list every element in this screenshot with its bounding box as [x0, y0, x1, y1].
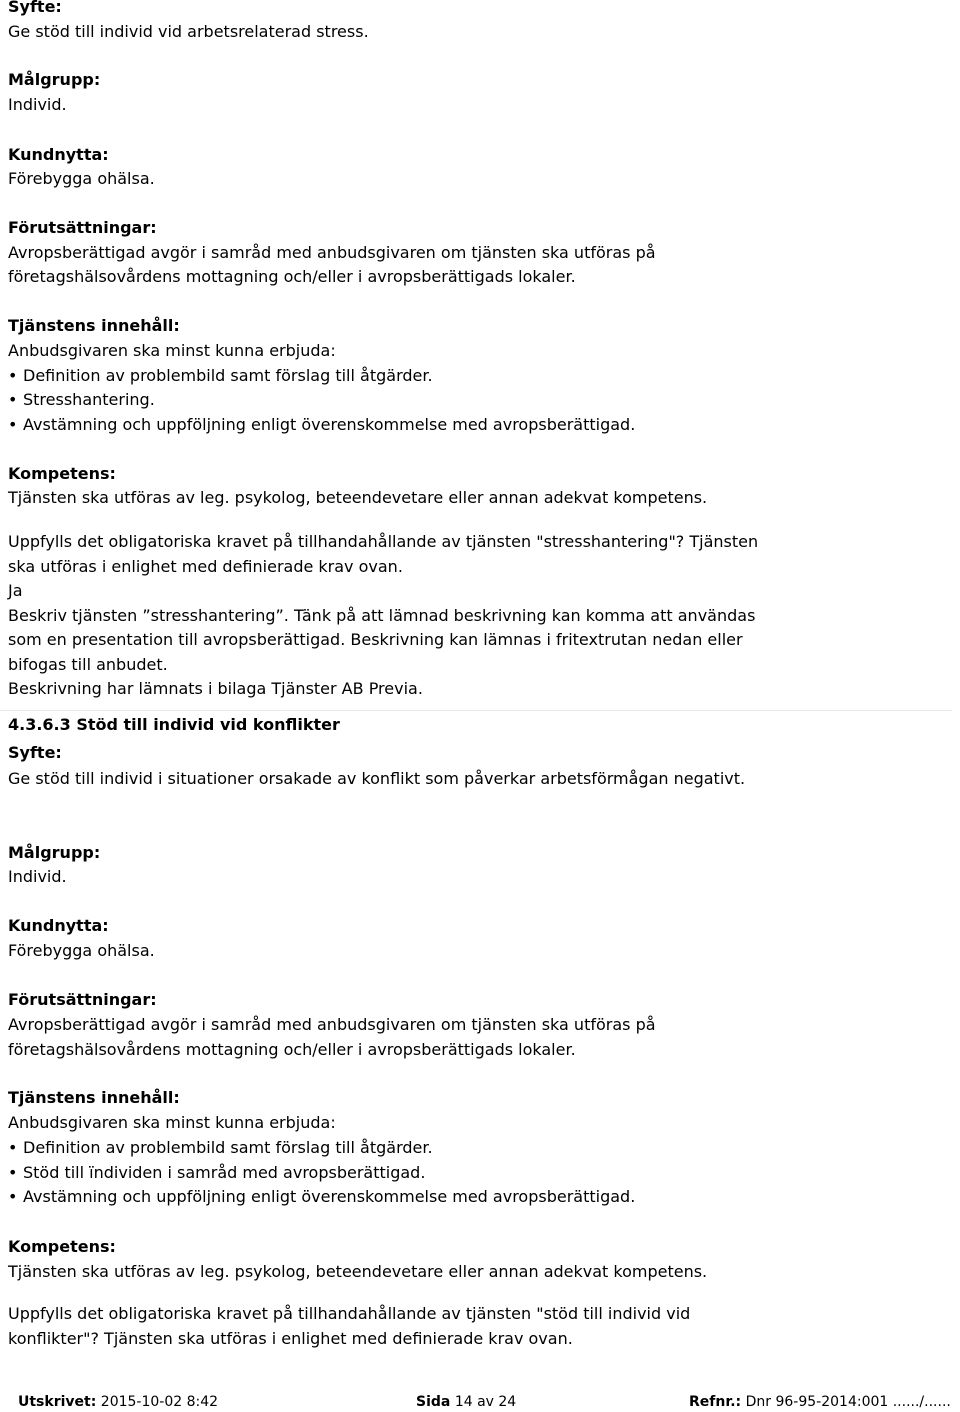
kundnytta-label: Kundnytta:	[8, 145, 109, 164]
bullet-icon: •	[8, 1163, 18, 1182]
bullet-icon: •	[8, 390, 18, 409]
requirement-answer: Ja	[8, 581, 23, 600]
list-item: • Avstämning och uppföljning enligt överenskommelse med avropsberättigad.	[8, 415, 636, 434]
requirement-question: ska utföras i enlighet med definierade krav ovan.	[8, 557, 403, 576]
kundnytta-text: Förebygga ohälsa.	[8, 169, 155, 188]
description-answer: Beskrivning har lämnats i bilaga Tjänster AB Previa.	[8, 679, 423, 698]
kompetens-label: Kompetens:	[8, 464, 116, 483]
innehall-intro: Anbudsgivaren ska minst kunna erbjuda:	[8, 341, 336, 360]
forutsattningar-text: företagshälsovårdens mottagning och/eller i avropsberättigads lokaler.	[8, 1040, 576, 1059]
bullet-icon: •	[8, 366, 18, 385]
syfte-label: Syfte:	[8, 0, 62, 16]
kompetens-text: Tjänsten ska utföras av leg. psykolog, beteendevetare eller annan adekvat kompetens.	[8, 488, 708, 507]
list-item: • Definition av problembild samt förslag till åtgärder.	[8, 366, 433, 385]
list-item: • Definition av problembild samt förslag till åtgärder.	[8, 1138, 433, 1157]
kundnytta-label: Kundnytta:	[8, 916, 109, 935]
list-item: • Stöd till ïndividen i samråd med avropsberättigad.	[8, 1163, 426, 1182]
requirement-question: konflikter"? Tjänsten ska utföras i enlighet med definierade krav ovan.	[8, 1329, 573, 1348]
section-heading: 4.3.6.3 Stöd till individ vid konflikter	[8, 715, 340, 734]
malgrupp-label: Målgrupp:	[8, 843, 101, 862]
malgrupp-label: Målgrupp:	[8, 70, 101, 89]
footer-page-number: Sida 14 av 24	[416, 1394, 517, 1410]
footer-printed: Utskrivet: 2015-10-02 8:42	[18, 1394, 219, 1410]
syfte-text: Ge stöd till individ vid arbetsrelaterad stress.	[8, 22, 369, 41]
description-prompt: som en presentation till avropsberättigad. Beskrivning kan lämnas i fritextrutan nedan eller	[8, 630, 743, 649]
description-prompt: bifogas till anbudet.	[8, 655, 168, 674]
malgrupp-text: Individ.	[8, 867, 67, 886]
kompetens-text: Tjänsten ska utföras av leg. psykolog, beteendevetare eller annan adekvat kompetens.	[8, 1262, 708, 1281]
list-item: • Stresshantering.	[8, 390, 155, 409]
innehall-intro: Anbudsgivaren ska minst kunna erbjuda:	[8, 1113, 336, 1132]
syfte-label: Syfte:	[8, 743, 62, 762]
footer-reference: Refnr.: Dnr 96-95-2014:001 ....../......	[689, 1394, 951, 1410]
innehall-label: Tjänstens innehåll:	[8, 316, 180, 335]
bullet-icon: •	[8, 1187, 18, 1206]
list-item: • Avstämning och uppföljning enligt överenskommelse med avropsberättigad.	[8, 1187, 636, 1206]
kundnytta-text: Förebygga ohälsa.	[8, 941, 155, 960]
syfte-text: Ge stöd till individ i situationer orsakade av konflikt som påverkar arbetsförmågan negativt.	[8, 769, 746, 788]
kompetens-label: Kompetens:	[8, 1237, 116, 1256]
malgrupp-text: Individ.	[8, 95, 67, 114]
forutsattningar-text: Avropsberättigad avgör i samråd med anbudsgivaren om tjänsten ska utföras på	[8, 243, 656, 262]
forutsattningar-text: företagshälsovårdens mottagning och/eller i avropsberättigads lokaler.	[8, 267, 576, 286]
description-prompt: Beskriv tjänsten ”stresshantering”. Tänk på att lämnad beskrivning kan komma att användas	[8, 606, 756, 625]
requirement-question: Uppfylls det obligatoriska kravet på tillhandahållande av tjänsten "stöd till individ vid	[8, 1304, 691, 1323]
innehall-label: Tjänstens innehåll:	[8, 1088, 180, 1107]
bullet-icon: •	[8, 1138, 18, 1157]
forutsattningar-text: Avropsberättigad avgör i samråd med anbudsgivaren om tjänsten ska utföras på	[8, 1015, 656, 1034]
bullet-icon: •	[8, 415, 18, 434]
forutsattningar-label: Förutsättningar:	[8, 990, 157, 1009]
forutsattningar-label: Förutsättningar:	[8, 218, 157, 237]
requirement-question: Uppfylls det obligatoriska kravet på tillhandahållande av tjänsten "stresshantering"? Tjänsten	[8, 532, 759, 551]
